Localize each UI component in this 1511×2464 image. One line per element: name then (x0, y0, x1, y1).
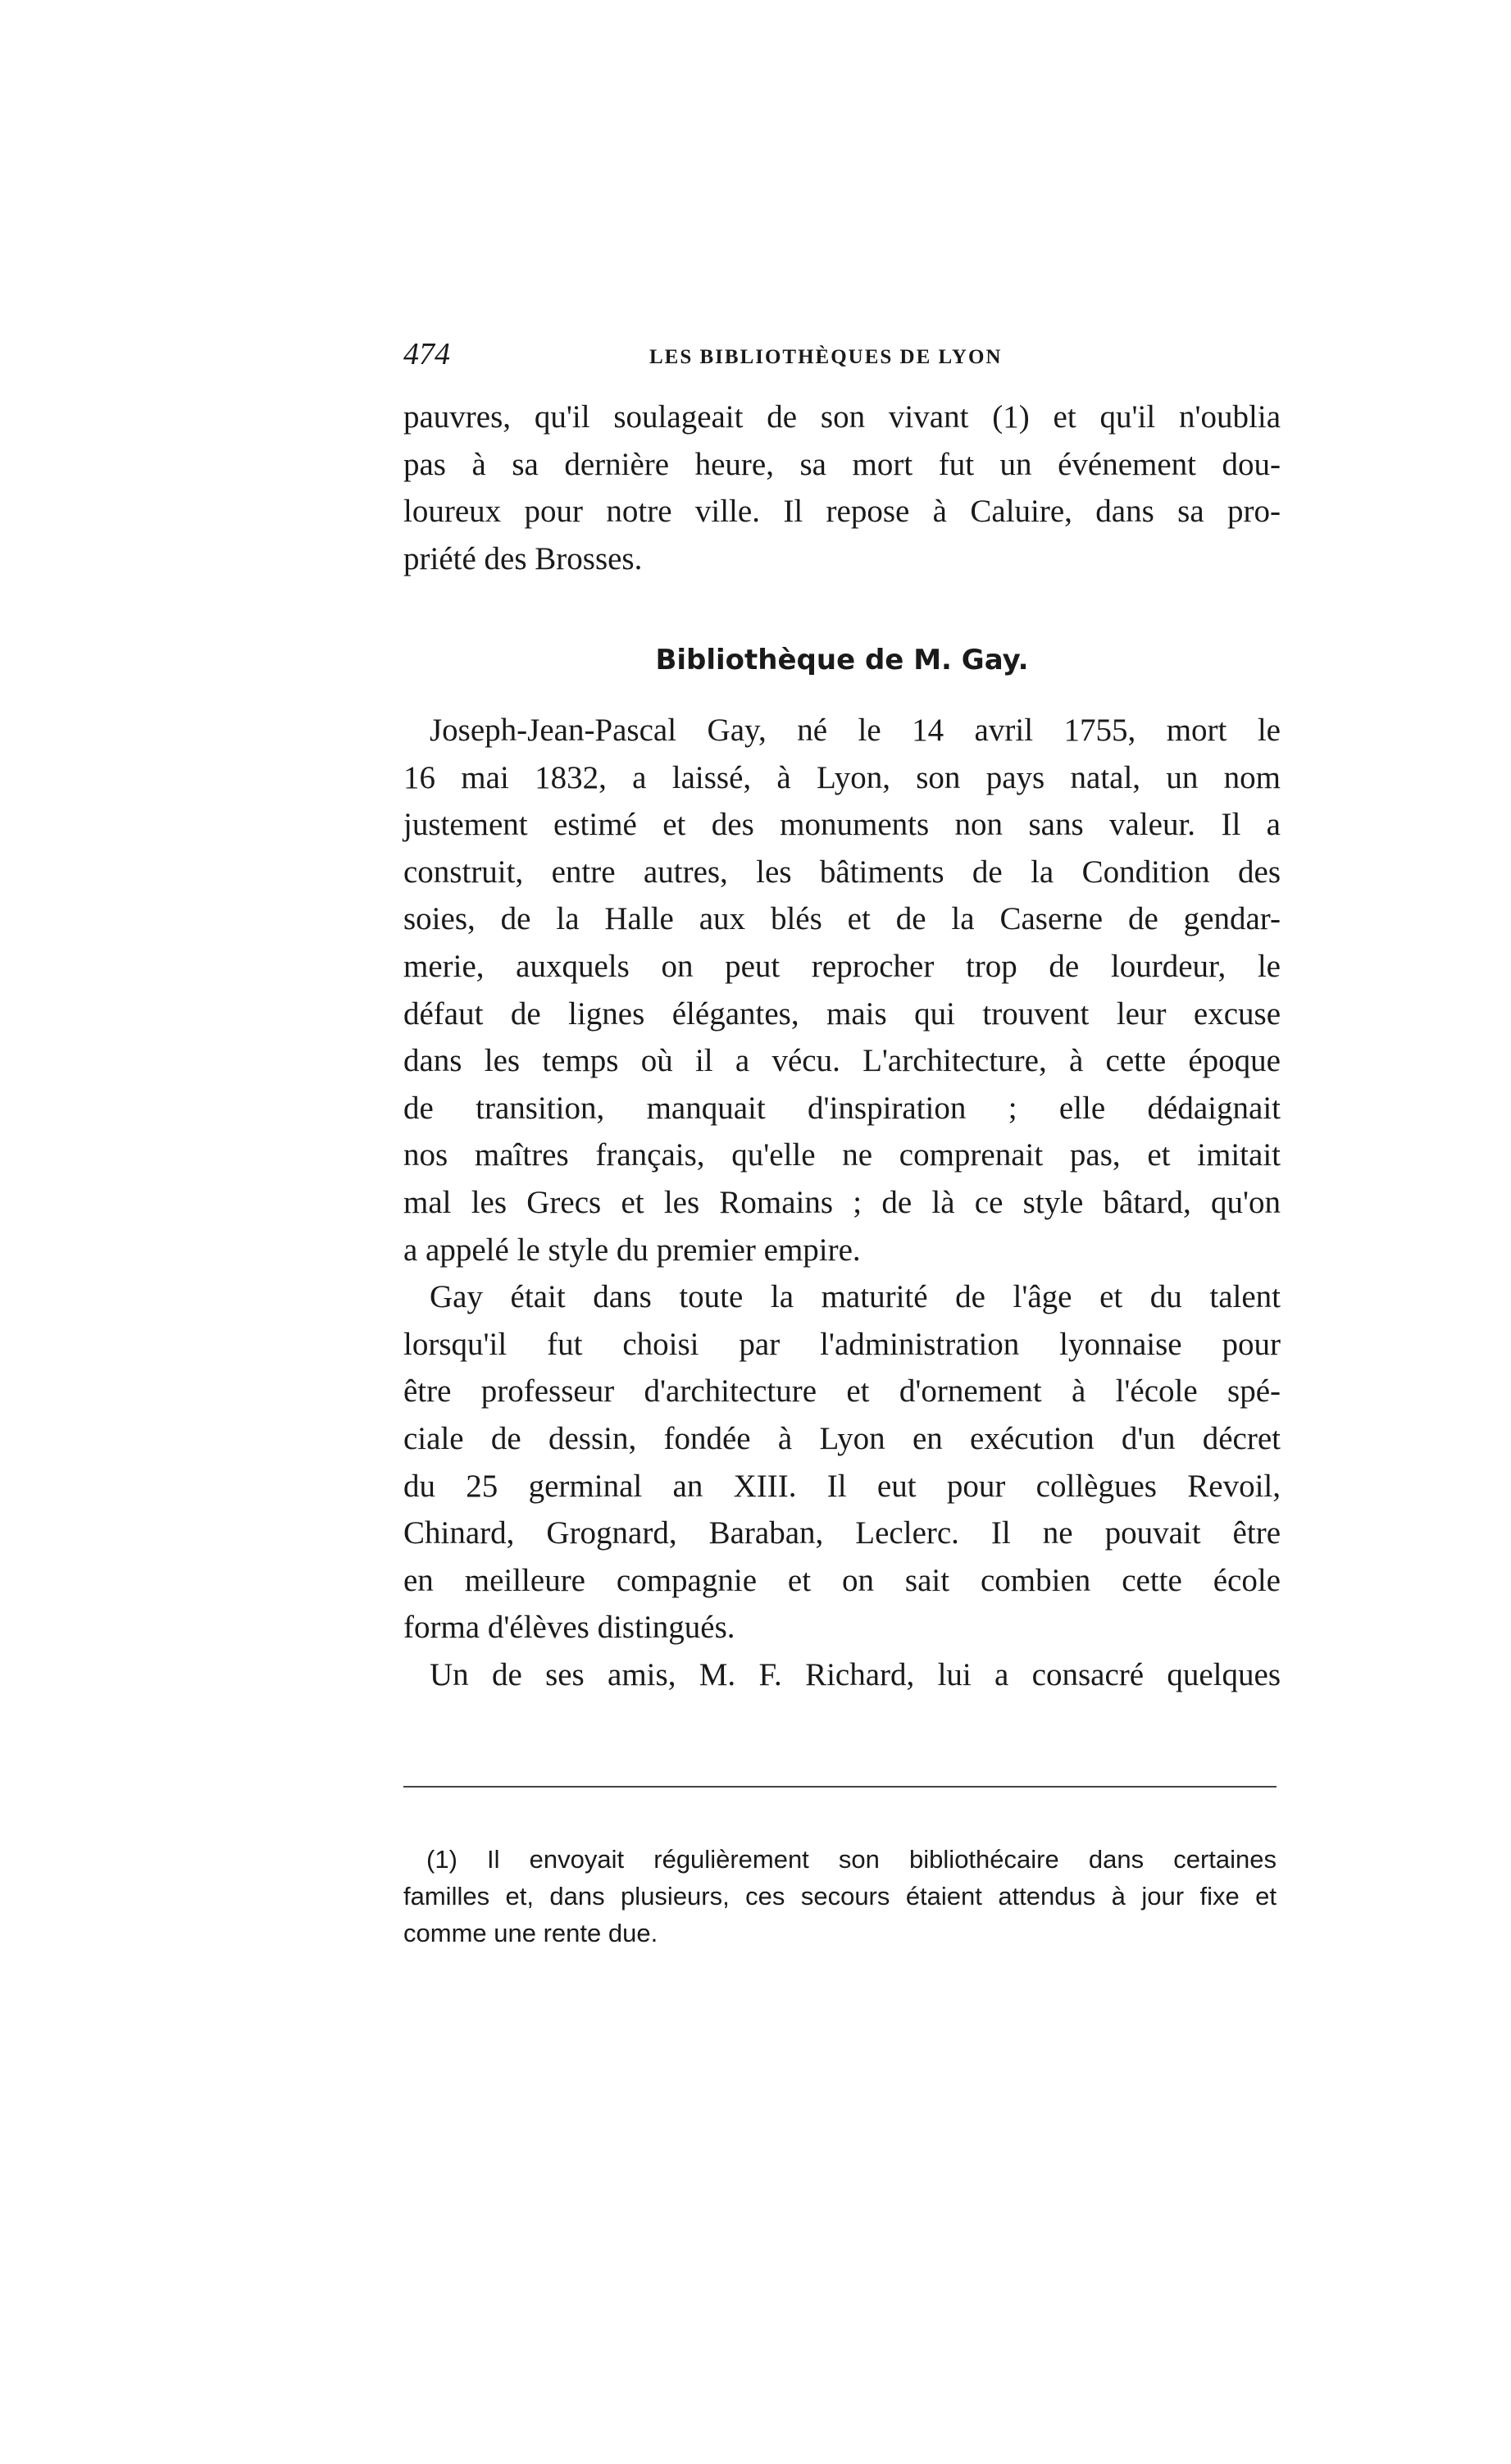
paragraph-4 (403, 1651, 1281, 1699)
text-line: construit, entre autres, les bâtiments de la Condition des (403, 854, 1281, 890)
text-line: en meilleure compagnie et on sait combien cette école (403, 1562, 1281, 1598)
paragraph-1 (403, 394, 1281, 582)
section-heading: Bibliothèque de M. Gay. (655, 644, 1029, 676)
footnotes (403, 1841, 1277, 1952)
text-line: mal les Grecs et les Romains ; de là ce style bâtard, qu'on (403, 1184, 1281, 1220)
text-line: soies, de la Halle aux blés et de la Caserne de gendar- (403, 901, 1281, 937)
text-line: Chinard, Grognard, Baraban, Leclerc. Il ne pouvait être (403, 1515, 1281, 1551)
footnote-line: familles et, dans plusieurs, ces secours étaient attendus à jour fixe et (403, 1882, 1277, 1911)
main-text (403, 394, 1281, 582)
text-line: de transition, manquait d'inspiration ; elle dédaignait (403, 1090, 1281, 1126)
text-line: du 25 germinal an XIII. Il eut pour collègues Revoil, (403, 1468, 1281, 1504)
text-line: pauvres, qu'il soulageait de son vivant (1) et qu'il n'oublia (403, 399, 1281, 435)
page-header (403, 336, 1092, 382)
text-line: Gay était dans toute la maturité de l'âge et du talent (430, 1279, 1281, 1315)
footnote-divider (403, 1786, 1277, 1788)
text-line: a appelé le style du premier empire. (403, 1232, 861, 1268)
text-line: dans les temps où il a vécu. L'architecture, à cette époque (403, 1043, 1281, 1079)
text-line: être professeur d'architecture et d'ornement à l'école spé- (403, 1373, 1281, 1410)
text-line: forma d'élèves distingués. (403, 1610, 735, 1646)
text-line: lorsqu'il fut choisi par l'administration lyonnaise pour (403, 1326, 1281, 1362)
text-line: Joseph-Jean-Pascal Gay, né le 14 avril 1755, mort le (430, 713, 1281, 748)
text-line: justement estimé et des monuments non sans valeur. Il a (403, 807, 1281, 843)
text-line: priété des Brosses. (403, 540, 643, 576)
text-line: pas à sa dernière heure, sa mort fut un événement dou- (403, 446, 1281, 482)
footnote-line: comme une rente due. (403, 1919, 658, 1947)
text-line: Un de ses amis, M. F. Richard, lui a consacré quelques (430, 1656, 1281, 1692)
paragraph-2 (403, 707, 1281, 1273)
paragraph-3 (403, 1273, 1281, 1651)
page-number: 474 (403, 337, 450, 371)
text-line: loureux pour notre ville. Il repose à Caluire, dans sa pro- (403, 494, 1281, 530)
running-title: LES BIBLIOTHÈQUES DE LYON (649, 346, 1003, 368)
footnote-line: (1) Il envoyait régulièrement son bibliothécaire dans certaines (426, 1845, 1277, 1874)
main-text-continued (403, 707, 1281, 1698)
text-line: défaut de lignes élégantes, mais qui trouvent leur excuse (403, 995, 1281, 1032)
text-line: nos maîtres français, qu'elle ne comprenait pas, et imitait (403, 1137, 1281, 1173)
text-line: merie, auxquels on peut reprocher trop de lourdeur, le (403, 948, 1281, 984)
text-line: 16 mai 1832, a laissé, à Lyon, son pays natal, un nom (403, 759, 1281, 795)
text-line: ciale de dessin, fondée à Lyon en exécution d'un décret (403, 1420, 1281, 1456)
